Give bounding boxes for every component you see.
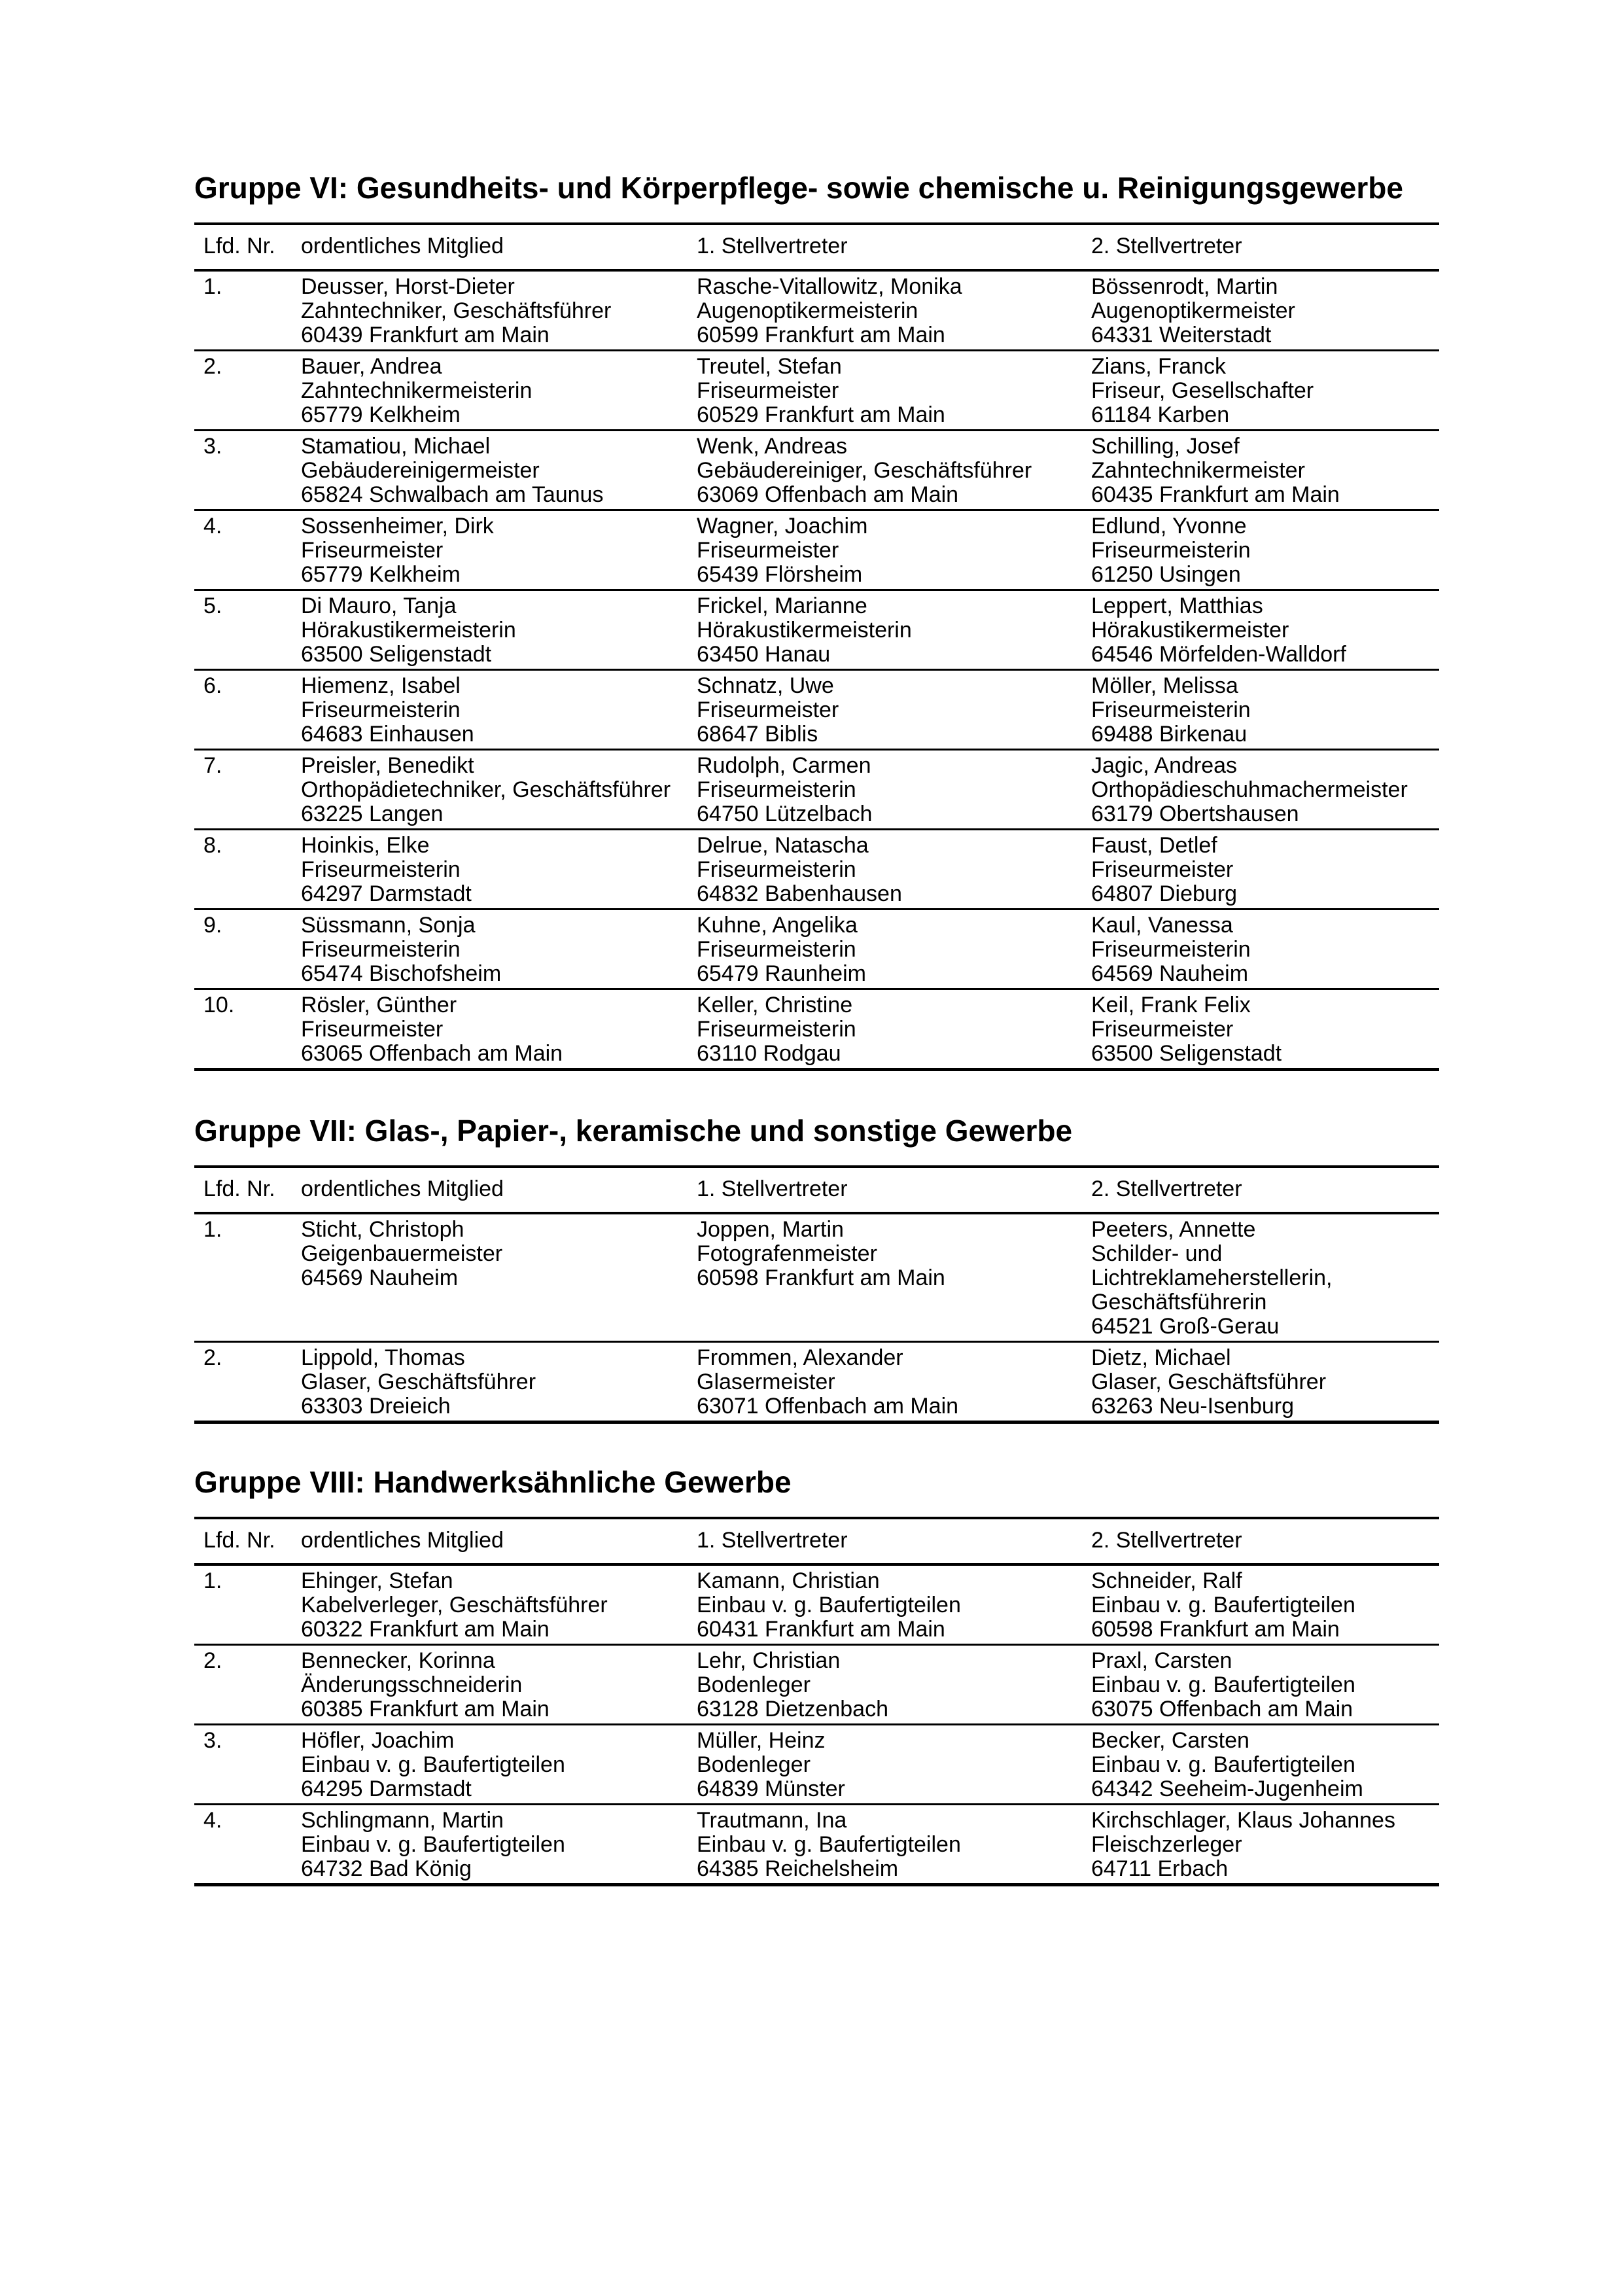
cell-member: Süssmann, Sonja Friseurmeisterin 65474 Bischofsheim [301,910,697,989]
cell-member: Ehinger, Stefan Kabelverleger, Geschäftsführer 60322 Frankfurt am Main [301,1564,697,1645]
cell-1-stellvertreter: Keller, Christine Friseurmeisterin 63110 Rodgau [697,989,1091,1070]
cell-member: Lippold, Thomas Glaser, Geschäftsführer 63303 Dreieich [301,1342,697,1422]
header-ordentliches-mitglied: ordentliches Mitglied [301,224,697,270]
cell-member: Stamatiou, Michael Gebäudereinigermeister 65824 Schwalbach am Taunus [301,431,697,510]
cell-2-stellvertreter: Möller, Melissa Friseurmeisterin 69488 Birkenau [1091,670,1439,750]
cell-member: Rösler, Günther Friseurmeister 63065 Offenbach am Main [301,989,697,1070]
table-row [194,351,1439,431]
cell-1-stellvertreter: Rasche-Vitallowitz, Monika Augenoptikermeisterin 60599 Frankfurt am Main [697,270,1091,351]
cell-1-stellvertreter: Trautmann, Ina Einbau v. g. Baufertigteilen 64385 Reichelsheim [697,1805,1091,1885]
cell-1-stellvertreter: Frickel, Marianne Hörakustikermeisterin 63450 Hanau [697,590,1091,670]
header-lfd-nr: Lfd. Nr. [194,1518,301,1564]
table-row [194,1342,1439,1422]
cell-2-stellvertreter: Praxl, Carsten Einbau v. g. Baufertigteilen 63075 Offenbach am Main [1091,1645,1439,1725]
cell-2-stellvertreter: Edlund, Yvonne Friseurmeisterin 61250 Usingen [1091,510,1439,590]
cell-lfd-nr: 2. [194,351,301,431]
table-row [194,910,1439,989]
cell-2-stellvertreter: Leppert, Matthias Hörakustikermeister 64546 Mörfelden-Walldorf [1091,590,1439,670]
cell-2-stellvertreter: Peeters, Annette Schilder- und Lichtreklameherstellerin, Geschäftsführerin 64521 Groß-Gerau [1091,1213,1439,1342]
table-row [194,590,1439,670]
cell-lfd-nr: 10. [194,989,301,1070]
member-table-vi [194,222,1439,1071]
header-lfd-nr: Lfd. Nr. [194,1167,301,1213]
page-content [194,0,1439,1886]
table-row [194,1725,1439,1805]
header-ordentliches-mitglied: ordentliches Mitglied [301,1518,697,1564]
cell-member: Hiemenz, Isabel Friseurmeisterin 64683 Einhausen [301,670,697,750]
cell-1-stellvertreter: Wenk, Andreas Gebäudereiniger, Geschäftsführer 63069 Offenbach am Main [697,431,1091,510]
cell-member: Schlingmann, Martin Einbau v. g. Baufertigteilen 64732 Bad König [301,1805,697,1885]
group-title-viii: Gruppe VIII: Handwerksähnliche Gewerbe [194,1465,792,1499]
table-row [194,750,1439,830]
cell-1-stellvertreter: Wagner, Joachim Friseurmeister 65439 Flörsheim [697,510,1091,590]
cell-member: Deusser, Horst-Dieter Zahntechniker, Geschäftsführer 60439 Frankfurt am Main [301,270,697,351]
table-row [194,1805,1439,1885]
cell-1-stellvertreter: Lehr, Christian Bodenleger 63128 Dietzenbach [697,1645,1091,1725]
member-table-vii [194,1165,1439,1424]
section-gruppe-vii [194,1114,1439,1424]
cell-1-stellvertreter: Delrue, Natascha Friseurmeisterin 64832 Babenhausen [697,830,1091,910]
cell-lfd-nr: 2. [194,1342,301,1422]
table-row [194,830,1439,910]
cell-member: Sossenheimer, Dirk Friseurmeister 65779 Kelkheim [301,510,697,590]
header-2-stellvertreter: 2. Stellvertreter [1091,1518,1439,1564]
header-2-stellvertreter: 2. Stellvertreter [1091,224,1439,270]
cell-member: Bauer, Andrea Zahntechnikermeisterin 65779 Kelkheim [301,351,697,431]
cell-2-stellvertreter: Bössenrodt, Martin Augenoptikermeister 64331 Weiterstadt [1091,270,1439,351]
group-title-vi: Gruppe VI: Gesundheits- und Körperpflege- sowie chemische u. Reinigungsgewerbe [194,171,1403,205]
cell-member: Preisler, Benedikt Orthopädietechniker, Geschäftsführer 63225 Langen [301,750,697,830]
cell-lfd-nr: 3. [194,431,301,510]
cell-member: Sticht, Christoph Geigenbauermeister 64569 Nauheim [301,1213,697,1342]
cell-2-stellvertreter: Becker, Carsten Einbau v. g. Baufertigteilen 64342 Seeheim-Jugenheim [1091,1725,1439,1805]
cell-member: Bennecker, Korinna Änderungsschneiderin 60385 Frankfurt am Main [301,1645,697,1725]
cell-1-stellvertreter: Rudolph, Carmen Friseurmeisterin 64750 Lützelbach [697,750,1091,830]
table-header-row [194,1167,1439,1213]
table-row [194,989,1439,1070]
table-row [194,431,1439,510]
header-1-stellvertreter: 1. Stellvertreter [697,1518,1091,1564]
cell-lfd-nr: 7. [194,750,301,830]
cell-1-stellvertreter: Kuhne, Angelika Friseurmeisterin 65479 Raunheim [697,910,1091,989]
cell-2-stellvertreter: Schilling, Josef Zahntechnikermeister 60435 Frankfurt am Main [1091,431,1439,510]
table-row [194,510,1439,590]
cell-member: Di Mauro, Tanja Hörakustikermeisterin 63500 Seligenstadt [301,590,697,670]
table-header-row [194,224,1439,270]
table-row [194,1213,1439,1342]
cell-lfd-nr: 5. [194,590,301,670]
cell-lfd-nr: 2. [194,1645,301,1725]
cell-1-stellvertreter: Kamann, Christian Einbau v. g. Baufertigteilen 60431 Frankfurt am Main [697,1564,1091,1645]
cell-lfd-nr: 1. [194,1564,301,1645]
table-header-row [194,1518,1439,1564]
member-table-viii [194,1517,1439,1886]
header-1-stellvertreter: 1. Stellvertreter [697,224,1091,270]
cell-member: Höfler, Joachim Einbau v. g. Baufertigteilen 64295 Darmstadt [301,1725,697,1805]
cell-2-stellvertreter: Dietz, Michael Glaser, Geschäftsführer 63263 Neu-Isenburg [1091,1342,1439,1422]
cell-2-stellvertreter: Kirchschlager, Klaus Johannes Fleischzerleger 64711 Erbach [1091,1805,1439,1885]
section-gruppe-vi [194,171,1439,1071]
cell-lfd-nr: 1. [194,270,301,351]
group-title-vii: Gruppe VII: Glas-, Papier-, keramische und sonstige Gewerbe [194,1114,1073,1148]
header-lfd-nr: Lfd. Nr. [194,224,301,270]
cell-lfd-nr: 4. [194,1805,301,1885]
cell-2-stellvertreter: Faust, Detlef Friseurmeister 64807 Dieburg [1091,830,1439,910]
cell-lfd-nr: 4. [194,510,301,590]
header-ordentliches-mitglied: ordentliches Mitglied [301,1167,697,1213]
cell-lfd-nr: 1. [194,1213,301,1342]
cell-lfd-nr: 3. [194,1725,301,1805]
table-row [194,270,1439,351]
cell-2-stellvertreter: Zians, Franck Friseur, Gesellschafter 61184 Karben [1091,351,1439,431]
table-row [194,1564,1439,1645]
cell-1-stellvertreter: Treutel, Stefan Friseurmeister 60529 Frankfurt am Main [697,351,1091,431]
cell-lfd-nr: 9. [194,910,301,989]
table-row [194,1645,1439,1725]
cell-1-stellvertreter: Schnatz, Uwe Friseurmeister 68647 Biblis [697,670,1091,750]
cell-1-stellvertreter: Joppen, Martin Fotografenmeister 60598 Frankfurt am Main [697,1213,1091,1342]
cell-lfd-nr: 6. [194,670,301,750]
cell-2-stellvertreter: Kaul, Vanessa Friseurmeisterin 64569 Nauheim [1091,910,1439,989]
section-gruppe-viii [194,1466,1439,1886]
cell-2-stellvertreter: Schneider, Ralf Einbau v. g. Baufertigteilen 60598 Frankfurt am Main [1091,1564,1439,1645]
cell-1-stellvertreter: Müller, Heinz Bodenleger 64839 Münster [697,1725,1091,1805]
cell-1-stellvertreter: Frommen, Alexander Glasermeister 63071 Offenbach am Main [697,1342,1091,1422]
header-1-stellvertreter: 1. Stellvertreter [697,1167,1091,1213]
cell-lfd-nr: 8. [194,830,301,910]
table-row [194,670,1439,750]
cell-2-stellvertreter: Jagic, Andreas Orthopädieschuhmachermeister 63179 Obertshausen [1091,750,1439,830]
cell-2-stellvertreter: Keil, Frank Felix Friseurmeister 63500 Seligenstadt [1091,989,1439,1070]
cell-member: Hoinkis, Elke Friseurmeisterin 64297 Darmstadt [301,830,697,910]
header-2-stellvertreter: 2. Stellvertreter [1091,1167,1439,1213]
